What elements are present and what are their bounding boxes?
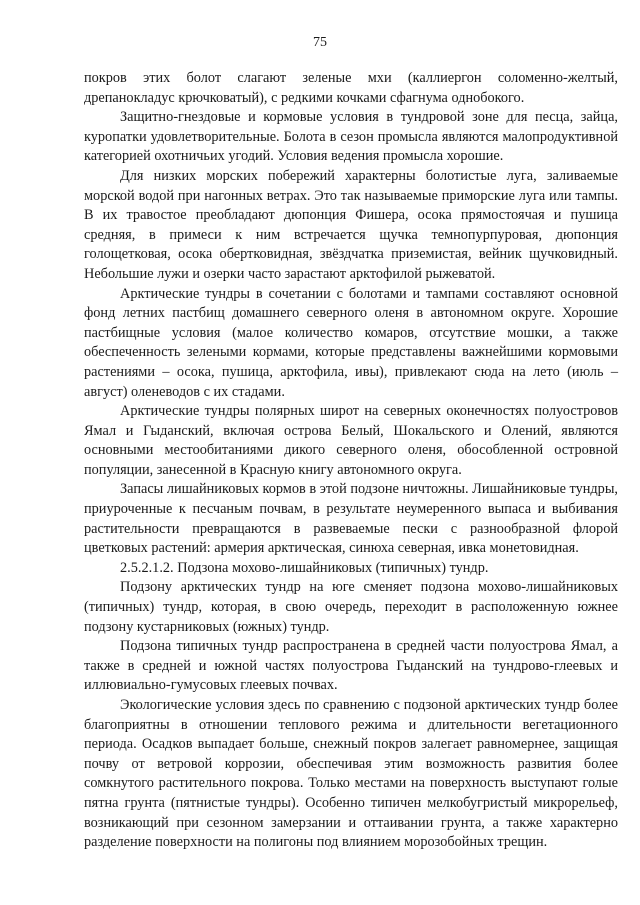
section-heading: 2.5.2.1.2. Подзона мохово-лишайниковых (типичных) тундр. xyxy=(120,559,489,576)
page-number-text: 75 xyxy=(313,35,327,50)
paragraph-ecological-conditions: Экологические условия здесь по сравнению с подзоной арктических тундр более благоприятны в отношении теплового режима и длительности вегетационного периода. Осадков выпадает больше, снежный покров залегает равномернее, защищая почву от ветровой коррозии, обеспечивая этим возможность развития более сомкнутого растительного покрова. Только местами на поверхность выступают голые пятна грунта (пятнистые тундры). Особенно типичен мелкобугристый микрорельеф, возникающий при сезонном замерзании и оттаивании грунта, а также характерно разделение поверхности на полигоны под влиянием морозобойных трещин. xyxy=(84,697,618,851)
paragraph-summer-pastures: Арктические тундры в сочетании с болотами и тампами составляют основной фонд летних пастбищ домашнего северного оленя в автономном округе. Хорошие пастбищные условия (малое количество комаров, отсутствие мошки, а также обеспеченность зелеными кормами, которые представлены важнейшими кормовыми растениями – осока, пушица, арктофила, ивы), привлекают сюда на лето (июль – август) оленеводов с их стадами. xyxy=(84,285,618,400)
page-body xyxy=(84,69,618,853)
paragraph-lichen-reserves: Запасы лишайниковых кормов в этой подзоне ничтожны. Лишайниковые тундры, приуроченные к песчаным почвам, в результате неумеренного выпаса и выбивания растительности превращаются в развеваемые пески с разнообразной флорой цветковых растений: армерия арктическая, синюха северная, ивка монетовидная. xyxy=(84,481,618,557)
paragraph-continuation: покров этих болот слагают зеленые мхи (каллиергон соломенно-желтый, дрепанокладус крючковатый), с редкими кочками сфагнума однобокого. xyxy=(84,70,618,106)
page-number xyxy=(0,35,640,51)
paragraph-coastal-meadows: Для низких морских побережий характерны болотистые луга, заливаемые морской водой при нагонных ветрах. Это так называемые приморские луга или тампы. В их травостое преобладают дюпонция Фишера, осока прямостоячая и пушица средняя, в примеси к ним встречается щучка темнопурпуровая, дюпонция голощетковая, осока обертковидная, звёздчатка приземистая, вейник щучковидный. Небольшие лужи и озерки часто зарастают арктофилой рыжеватой. xyxy=(84,167,618,282)
paragraph-subzone-distribution: Подзона типичных тундр распространена в средней части полуострова Ямал, а также в средней и южной частях полуострова Гыданский на тундрово-глеевых и иллювиально-гумусовых глеевых почвах. xyxy=(84,638,618,694)
paragraph-nesting-conditions: Защитно-гнездовые и кормовые условия в тундровой зоне для песца, зайца, куропатки удовлетворительные. Болота в сезон промысла являются малопродуктивной категорией охотничьих угодий. Условия ведения промысла хорошие. xyxy=(84,109,618,165)
paragraph-subzone-transition: Подзону арктических тундр на юге сменяет подзона мохово-лишайниковых (типичных) тундр, которая, в свою очередь, переходит в расположенную южнее подзону кустарниковых (южных) тундр. xyxy=(84,579,618,635)
paragraph-wild-reindeer: Арктические тундры полярных широт на северных оконечностях полуостровов Ямал и Гыданский, включая острова Белый, Шокальского и Олений, являются основными местообитаниями дикого северного оленя, обособленной островной популяции, занесенной в Красную книгу автономного округа. xyxy=(84,403,618,478)
